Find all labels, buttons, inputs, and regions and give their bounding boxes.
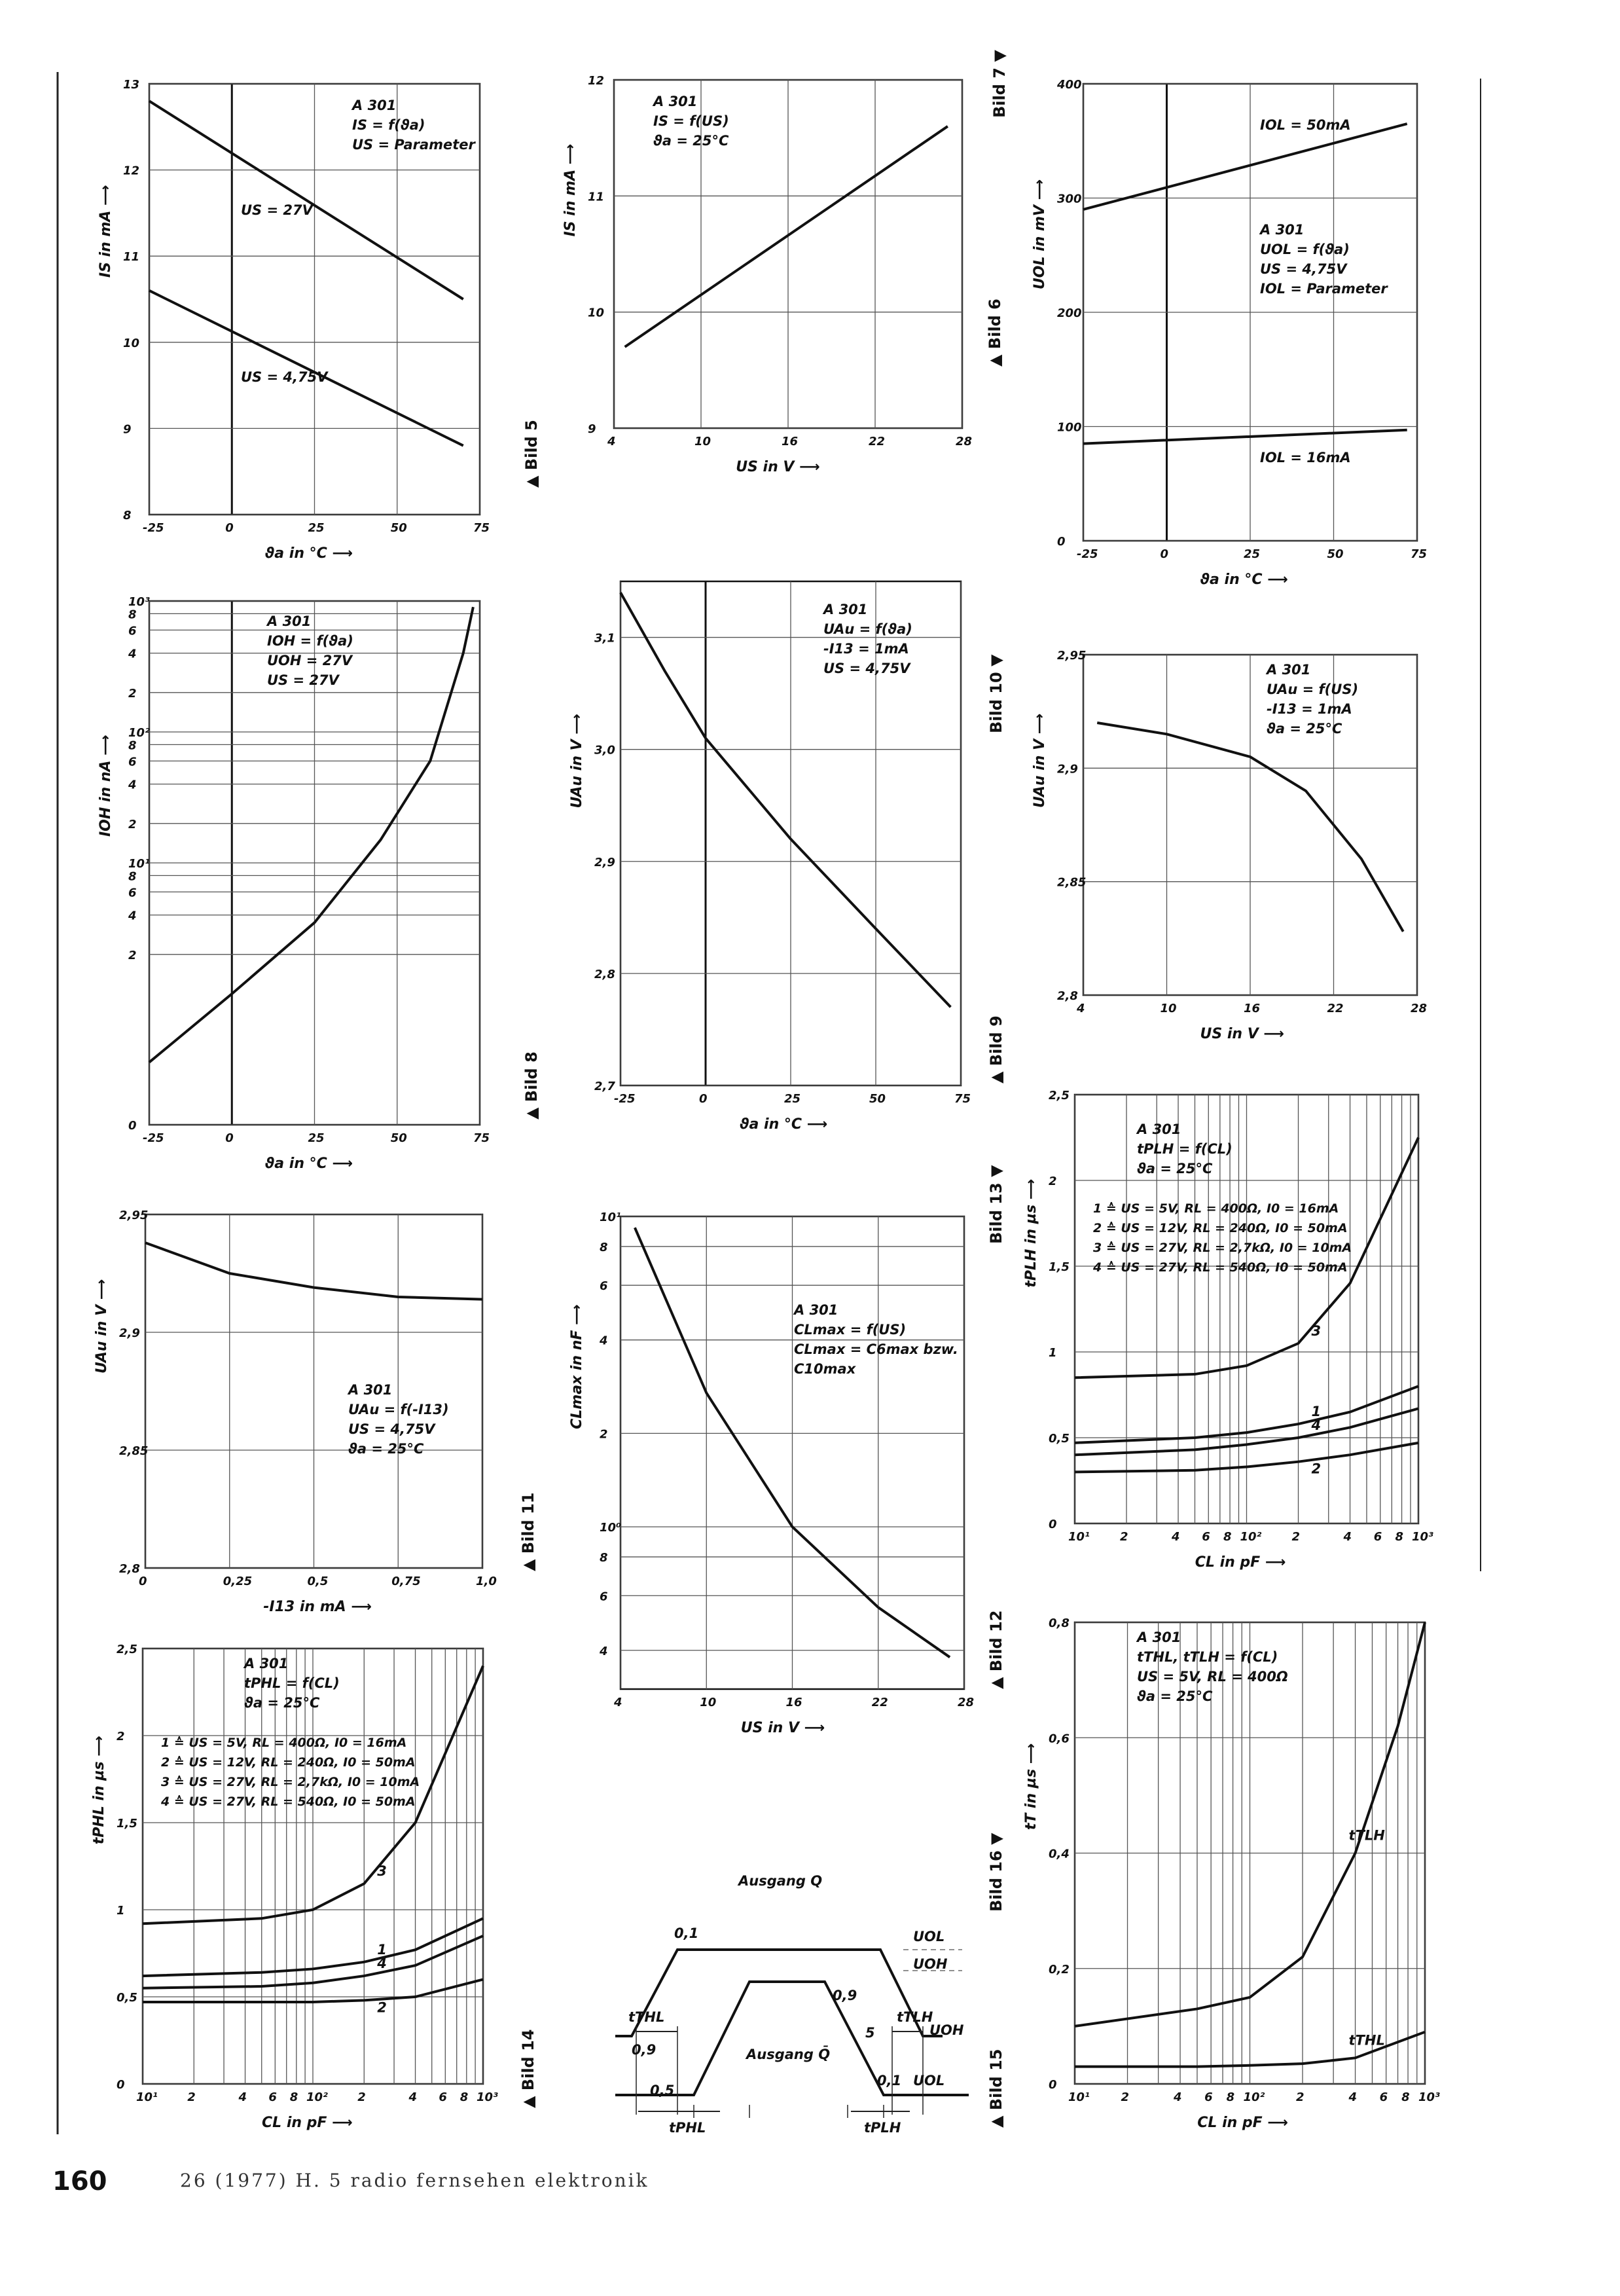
y-tick-label: 0,8 (1049, 1616, 1070, 1630)
x-tick-label: -25 (143, 521, 164, 535)
annotation-line: A 301 (823, 602, 868, 617)
legend-entry: 1 ≙ US = 5V, RL = 400Ω, I0 = 16mA (1093, 1201, 1339, 1216)
y-tick-label: 2,5 (1049, 1089, 1070, 1102)
series-label: 1 (1311, 1404, 1322, 1420)
series-label: tTHL (1348, 2032, 1385, 2049)
figure-caption: Bild 13 ▼ (987, 1165, 1005, 1244)
annotation-line: UOL = f(ϑa) (1260, 242, 1350, 257)
x-tick-label: 0,75 (391, 1575, 421, 1588)
annotation-line: US = 4,75V (1260, 261, 1347, 277)
x-tick-label: 10³ (1412, 1530, 1433, 1544)
y-tick-label: 2 (128, 686, 137, 701)
y-tick-label: 1,5 (117, 1817, 137, 1831)
x-tick-label: 10 (1160, 1002, 1177, 1015)
y-tick-label: 2,95 (119, 1209, 149, 1222)
series-label: US = 4,75V (241, 369, 328, 385)
y-tick-label: 1 (117, 1904, 125, 1918)
label-uoh-q: UOH (929, 2022, 964, 2038)
output-q-label: Ausgang Q (738, 1873, 823, 1889)
x-tick-label: 8 (1226, 2090, 1235, 2104)
x-tick-label: 16 (785, 1696, 802, 1709)
x-tick-label: 25 (784, 1092, 801, 1106)
annotation-line: C10max (794, 1361, 856, 1377)
x-axis-label: ϑa in °C ⟶ (264, 545, 353, 562)
y-tick-label: 2 (128, 817, 137, 831)
series-label: 3 (377, 1863, 387, 1880)
x-tick-label: 2 (357, 2090, 366, 2104)
y-tick-label: 3,0 (594, 743, 615, 757)
annotation-line: A 301 (267, 613, 312, 629)
y-tick-label: 10³ (128, 595, 150, 609)
x-tick-label: 10¹ (1068, 1530, 1090, 1544)
x-tick-label: 6 (1379, 2090, 1388, 2104)
y-tick-label: 2,85 (1057, 875, 1087, 890)
x-tick-label: 50 (1327, 547, 1344, 561)
y-tick-label: 0 (128, 1119, 137, 1133)
label-0-5-a: 0,5 (650, 2083, 675, 2098)
annotation-line: US = 5V, RL = 400Ω (1137, 1669, 1288, 1685)
figure-caption: ▲ Bild 6 (986, 299, 1004, 367)
y-tick-label: 2 (1049, 1175, 1057, 1188)
y-tick-label: 0 (1057, 535, 1066, 549)
x-tick-label: 0,25 (223, 1575, 253, 1588)
y-tick-label: 4 (128, 909, 137, 923)
annotation-line: ϑa = 25°C (1137, 1688, 1213, 1704)
x-tick-label: -25 (1077, 547, 1098, 561)
x-tick-label: 6 (439, 2090, 447, 2104)
x-tick-label: 10² (306, 2090, 328, 2104)
bild12-chart (569, 1211, 1005, 1736)
bild6-chart (562, 74, 1004, 475)
y-tick-label: 2,8 (594, 967, 615, 981)
legend-entry: 4 ≙ US = 27V, RL = 540Ω, I0 = 50mA (161, 1795, 416, 1809)
bild9-chart (569, 581, 1005, 1133)
bild16-chart (987, 1616, 1440, 2131)
x-axis-label: CL in pF ⟶ (1195, 1554, 1286, 1571)
series-curve (149, 291, 463, 446)
x-axis-label: ϑa in °C ⟶ (740, 1116, 828, 1133)
y-tick-label: 4 (128, 778, 137, 792)
y-tick-label: 2 (128, 948, 137, 962)
annotation-line: US = Parameter (352, 137, 475, 153)
y-tick-label: 2,85 (119, 1444, 149, 1458)
x-axis-label: -I13 in mA ⟶ (263, 1599, 372, 1615)
series-label: 4 (377, 1956, 387, 1972)
y-tick-label: 6 (128, 624, 137, 638)
x-tick-label: 0 (225, 1131, 234, 1145)
annotation-line: A 301 (1137, 1630, 1181, 1645)
series-curve (1083, 430, 1407, 444)
x-tick-label: 25 (1244, 547, 1261, 561)
annotation-line: US = 4,75V (348, 1421, 435, 1437)
y-tick-label: 6 (128, 755, 137, 769)
x-tick-label: 4 (1174, 2090, 1182, 2104)
y-tick-label: 6 (600, 1590, 608, 1604)
x-axis-label: US in V ⟶ (740, 1720, 825, 1736)
x-tick-label: 0 (1160, 547, 1169, 561)
x-tick-label: 0 (699, 1092, 708, 1106)
bild14-chart (91, 1643, 537, 2131)
legend-entry: 3 ≙ US = 27V, RL = 2,7kΩ, I0 = 10mA (1093, 1241, 1352, 1255)
annotation-line: IS = f(US) (653, 113, 729, 129)
y-tick-label: 2 (600, 1427, 608, 1442)
y-tick-label: 0 (1049, 2078, 1057, 2092)
x-tick-label: 75 (473, 1131, 490, 1145)
x-tick-label: 10³ (1418, 2090, 1440, 2104)
x-tick-label: 10² (1240, 1530, 1262, 1544)
x-tick-label: 10¹ (136, 2090, 158, 2104)
charts-layer (91, 50, 1440, 2131)
annotation-line: -I13 = 1mA (1267, 701, 1352, 717)
y-tick-label: 12 (123, 164, 140, 178)
x-tick-label: 28 (956, 435, 973, 448)
x-tick-label: 1,0 (476, 1575, 497, 1588)
legend-entry: 3 ≙ US = 27V, RL = 2,7kΩ, I0 = 10mA (161, 1775, 420, 1789)
y-tick-label: 1,5 (1049, 1260, 1070, 1274)
y-axis-label: UAu in V ⟶ (94, 1279, 110, 1374)
x-tick-label: 75 (954, 1092, 971, 1106)
series-label: 4 (1311, 1417, 1322, 1433)
label-0-9-b: 0,9 (833, 1988, 857, 2003)
y-tick-label: 8 (600, 1240, 608, 1254)
annotation-line: A 301 (794, 1302, 838, 1318)
y-tick-label: 0,4 (1049, 1847, 1070, 1861)
y-tick-label: 200 (1057, 306, 1082, 320)
y-tick-label: 3,1 (594, 631, 615, 646)
annotation-line: IOL = Parameter (1260, 281, 1388, 297)
legend-entry: 2 ≙ US = 12V, RL = 240Ω, I0 = 50mA (161, 1755, 416, 1770)
annotation-line: ϑa = 25°C (1267, 721, 1342, 737)
series-label: 1 (377, 1941, 387, 1958)
annotation-line: ϑa = 25°C (244, 1695, 320, 1711)
y-tick-label: 13 (123, 78, 140, 92)
annotation-line: UAu = f(US) (1267, 682, 1359, 697)
x-tick-label: 0,5 (307, 1575, 329, 1588)
series-label: 2 (1311, 1461, 1322, 1477)
x-tick-label: 4 (1172, 1530, 1180, 1544)
figure-caption: Bild 10 ▼ (987, 654, 1005, 733)
x-tick-label: 10¹ (1068, 2090, 1090, 2104)
y-tick-label: 2,9 (594, 855, 615, 869)
footer-journal: 26 (1977) H. 5 radio fernsehen elektronik (180, 2170, 649, 2191)
x-tick-label: 0 (139, 1575, 147, 1588)
x-tick-label: 10³ (477, 2090, 498, 2104)
x-axis-label: US in V ⟶ (736, 459, 820, 475)
x-tick-label: 0 (225, 521, 234, 535)
x-tick-label: 8 (1401, 2090, 1410, 2104)
y-axis-label: UAu in V ⟶ (569, 714, 585, 809)
x-tick-label: 16 (782, 435, 799, 448)
y-axis-label: UOL in mV ⟶ (1032, 179, 1048, 290)
figure-caption: ▲ Bild 8 (522, 1051, 541, 1120)
x-tick-label: 2 (1121, 2090, 1130, 2104)
x-tick-label: 2 (187, 2090, 196, 2104)
x-tick-label: 75 (473, 521, 490, 535)
x-tick-label: 4 (607, 435, 616, 448)
y-tick-label: 0,6 (1049, 1732, 1070, 1746)
x-tick-label: 8 (1395, 1530, 1404, 1544)
annotation-line: -I13 = 1mA (823, 641, 909, 657)
x-tick-label: 22 (1327, 1002, 1344, 1015)
y-tick-label: 8 (600, 1551, 608, 1565)
label-0-9-a: 0,9 (632, 2042, 657, 2058)
x-tick-label: 4 (408, 2090, 418, 2104)
bild15-caption: ▲ Bild 15 (987, 2049, 1005, 2128)
y-tick-label: 0 (1049, 1518, 1057, 1531)
series-curve (625, 126, 948, 347)
figure-caption: ▲ Bild 5 (522, 420, 541, 488)
y-axis-label: IS in mA ⟶ (562, 143, 579, 237)
y-tick-label: 10¹ (600, 1211, 621, 1224)
y-tick-label: 10⁰ (600, 1521, 621, 1535)
x-tick-label: -25 (143, 1131, 164, 1145)
y-tick-label: 2,8 (119, 1562, 140, 1576)
y-tick-label: 10 (123, 336, 140, 350)
bild5-chart (98, 78, 541, 562)
y-tick-label: 0,5 (1049, 1432, 1070, 1446)
label-5: 5 (865, 2025, 875, 2041)
y-tick-label: 2,7 (594, 1080, 615, 1093)
series-curve (1083, 124, 1407, 210)
y-tick-label: 0,2 (1049, 1962, 1070, 1977)
y-axis-label: CLmax in nF ⟶ (569, 1304, 585, 1429)
x-tick-label: 4 (614, 1696, 622, 1709)
annotation-line: A 301 (348, 1382, 393, 1398)
y-axis-label: IS in mA ⟶ (98, 185, 114, 278)
series-label: US = 27V (241, 202, 313, 218)
annotation-line: UOH = 27V (267, 653, 353, 668)
x-tick-label: 6 (1204, 2090, 1213, 2104)
legend-entry: 2 ≙ US = 12V, RL = 240Ω, I0 = 50mA (1093, 1221, 1348, 1235)
x-tick-label: 6 (1202, 1530, 1210, 1544)
y-tick-label: 2 (117, 1730, 125, 1743)
figure-caption: ▲ Bild 12 (987, 1610, 1005, 1689)
x-axis-label: US in V ⟶ (1200, 1026, 1284, 1042)
y-tick-label: 8 (128, 869, 137, 884)
bild8-chart (98, 595, 541, 1172)
y-tick-label: 4 (600, 1334, 608, 1348)
annotation-line: tPHL = f(CL) (244, 1675, 340, 1691)
x-tick-label: 10 (694, 435, 711, 448)
x-tick-label: 8 (289, 2090, 298, 2104)
y-axis-label: IOH in nA ⟶ (98, 735, 114, 837)
x-tick-label: 25 (308, 1131, 325, 1145)
annotation-line: ϑa = 25°C (1137, 1161, 1213, 1176)
figure-caption: ▲ Bild 9 (987, 1015, 1005, 1084)
x-tick-label: 4 (238, 2090, 247, 2104)
y-tick-label: 9 (123, 422, 132, 437)
y-tick-label: 2,8 (1057, 989, 1078, 1003)
annotation-line: US = 27V (267, 672, 339, 688)
y-tick-label: 10 (588, 306, 605, 320)
legend-entry: 1 ≙ US = 5V, RL = 400Ω, I0 = 16mA (161, 1736, 407, 1750)
x-axis-label: CL in pF ⟶ (1197, 2115, 1288, 2131)
label-0-1-a: 0,1 (674, 1925, 699, 1941)
x-tick-label: 50 (390, 521, 407, 535)
y-tick-label: 1 (1049, 1346, 1057, 1360)
y-axis-label: tPHL in µs ⟶ (91, 1736, 107, 1845)
y-tick-label: 4 (600, 1644, 608, 1658)
annotation-line: ϑa = 25°C (653, 133, 729, 149)
series-label: IOL = 50mA (1260, 117, 1351, 133)
annotation-line: ϑa = 25°C (348, 1441, 424, 1457)
x-tick-label: 50 (869, 1092, 886, 1106)
y-tick-label: 10¹ (128, 857, 150, 871)
annotation-line: UAu = f(-I13) (348, 1402, 449, 1417)
y-tick-label: 300 (1057, 192, 1082, 206)
figure-caption: ▲ Bild 14 (519, 2029, 537, 2108)
y-tick-label: 8 (128, 608, 137, 622)
annotation-line: UAu = f(ϑa) (823, 621, 912, 637)
bild13-chart (987, 1089, 1433, 1571)
y-tick-label: 100 (1057, 420, 1082, 435)
y-axis-label: tPLH in µs ⟶ (1023, 1178, 1039, 1288)
y-tick-label: 6 (128, 886, 137, 900)
annotation-line: tPLH = f(CL) (1137, 1141, 1233, 1157)
annotation-line: A 301 (653, 94, 698, 109)
page-number: 160 (52, 2166, 107, 2196)
series-label: IOL = 16mA (1260, 450, 1351, 465)
x-tick-label: 2 (1296, 2090, 1305, 2104)
x-tick-label: 4 (1348, 2090, 1358, 2104)
label-tPHL: tPHL (669, 2120, 706, 2136)
y-tick-label: 8 (123, 509, 132, 522)
y-tick-label: 2,95 (1057, 649, 1087, 663)
y-tick-label: 2,9 (1057, 762, 1078, 776)
x-tick-label: 4 (1343, 1530, 1352, 1544)
x-tick-label: 75 (1411, 547, 1428, 561)
y-tick-label: 11 (123, 250, 140, 264)
y-tick-label: 2,9 (119, 1326, 140, 1340)
x-tick-label: 28 (1411, 1002, 1428, 1015)
y-axis-label: UAu in V ⟶ (1032, 713, 1048, 808)
annotation-line: A 301 (1137, 1121, 1181, 1137)
annotation-line: IOH = f(ϑa) (267, 633, 353, 649)
y-tick-label: 12 (588, 74, 605, 88)
x-axis-label: ϑa in °C ⟶ (1200, 572, 1288, 588)
x-tick-label: 6 (1373, 1530, 1382, 1544)
y-tick-label: 11 (588, 190, 605, 204)
legend-entry: 4 ≙ US = 27V, RL = 540Ω, I0 = 50mA (1093, 1260, 1348, 1275)
x-tick-label: 22 (869, 435, 886, 448)
annotation-line: tTHL, tTLH = f(CL) (1137, 1649, 1278, 1665)
annotation-line: A 301 (244, 1656, 289, 1671)
annotation-line: CLmax = C6max bzw. (794, 1341, 958, 1357)
annotation-line: CLmax = f(US) (794, 1322, 907, 1338)
x-tick-label: -25 (614, 1092, 636, 1106)
y-tick-label: 8 (128, 738, 137, 753)
y-tick-label: 0 (117, 2078, 125, 2092)
label-uol-qbar: UOL (913, 2073, 945, 2088)
annotation-line: US = 4,75V (823, 661, 910, 676)
x-tick-label: 10 (700, 1696, 717, 1709)
label-uol-q: UOL (913, 1929, 945, 1944)
label-0-1-b: 0,1 (877, 2073, 902, 2088)
y-tick-label: 4 (128, 647, 137, 661)
x-tick-label: 50 (390, 1131, 407, 1145)
x-axis-label: CL in pF ⟶ (262, 2115, 353, 2131)
figure-caption: Bild 7 ▼ (990, 50, 1009, 118)
x-tick-label: 8 (459, 2090, 469, 2104)
bild10-chart (987, 649, 1427, 1042)
x-tick-label: 10² (1243, 2090, 1265, 2104)
series-label: 2 (377, 1999, 387, 2016)
series-label: tTLH (1348, 1827, 1385, 1844)
x-tick-label: 4 (1077, 1002, 1085, 1015)
label-tTLH: tTLH (897, 2009, 933, 2025)
annotation-line: IS = f(ϑa) (352, 117, 425, 133)
series-label: 3 (1311, 1322, 1322, 1339)
y-tick-label: 2,5 (117, 1643, 137, 1656)
annotation-line: A 301 (352, 98, 397, 113)
x-tick-label: 28 (958, 1696, 975, 1709)
label-uoh-qbar: UOH (913, 1956, 948, 1972)
bild7-chart (990, 50, 1427, 588)
output-qbar-label: Ausgang Q̄ (746, 2047, 831, 2062)
label-tPLH: tPLH (864, 2120, 901, 2136)
x-tick-label: 2 (1120, 1530, 1128, 1544)
x-tick-label: 16 (1244, 1002, 1261, 1015)
x-tick-label: 25 (308, 521, 325, 535)
y-tick-label: 6 (600, 1279, 608, 1294)
x-tick-label: 8 (1223, 1530, 1232, 1544)
x-axis-label: ϑa in °C ⟶ (264, 1156, 353, 1172)
y-axis-label: tT in µs ⟶ (1023, 1743, 1039, 1831)
x-tick-label: 2 (1291, 1530, 1301, 1544)
figure-caption: ▲ Bild 11 (519, 1492, 537, 1571)
y-tick-label: 400 (1057, 78, 1082, 92)
bild11-chart (94, 1209, 537, 1615)
label-tTHL: tTHL (628, 2009, 665, 2025)
y-tick-label: 10² (128, 726, 150, 740)
x-tick-label: 6 (268, 2090, 277, 2104)
y-tick-label: 9 (588, 422, 596, 436)
annotation-line: A 301 (1260, 222, 1305, 238)
annotation-line: A 301 (1267, 662, 1311, 678)
y-tick-label: 0,5 (117, 1991, 137, 2005)
figure-caption: Bild 16 ▼ (987, 1832, 1005, 1912)
x-tick-label: 22 (871, 1696, 888, 1709)
